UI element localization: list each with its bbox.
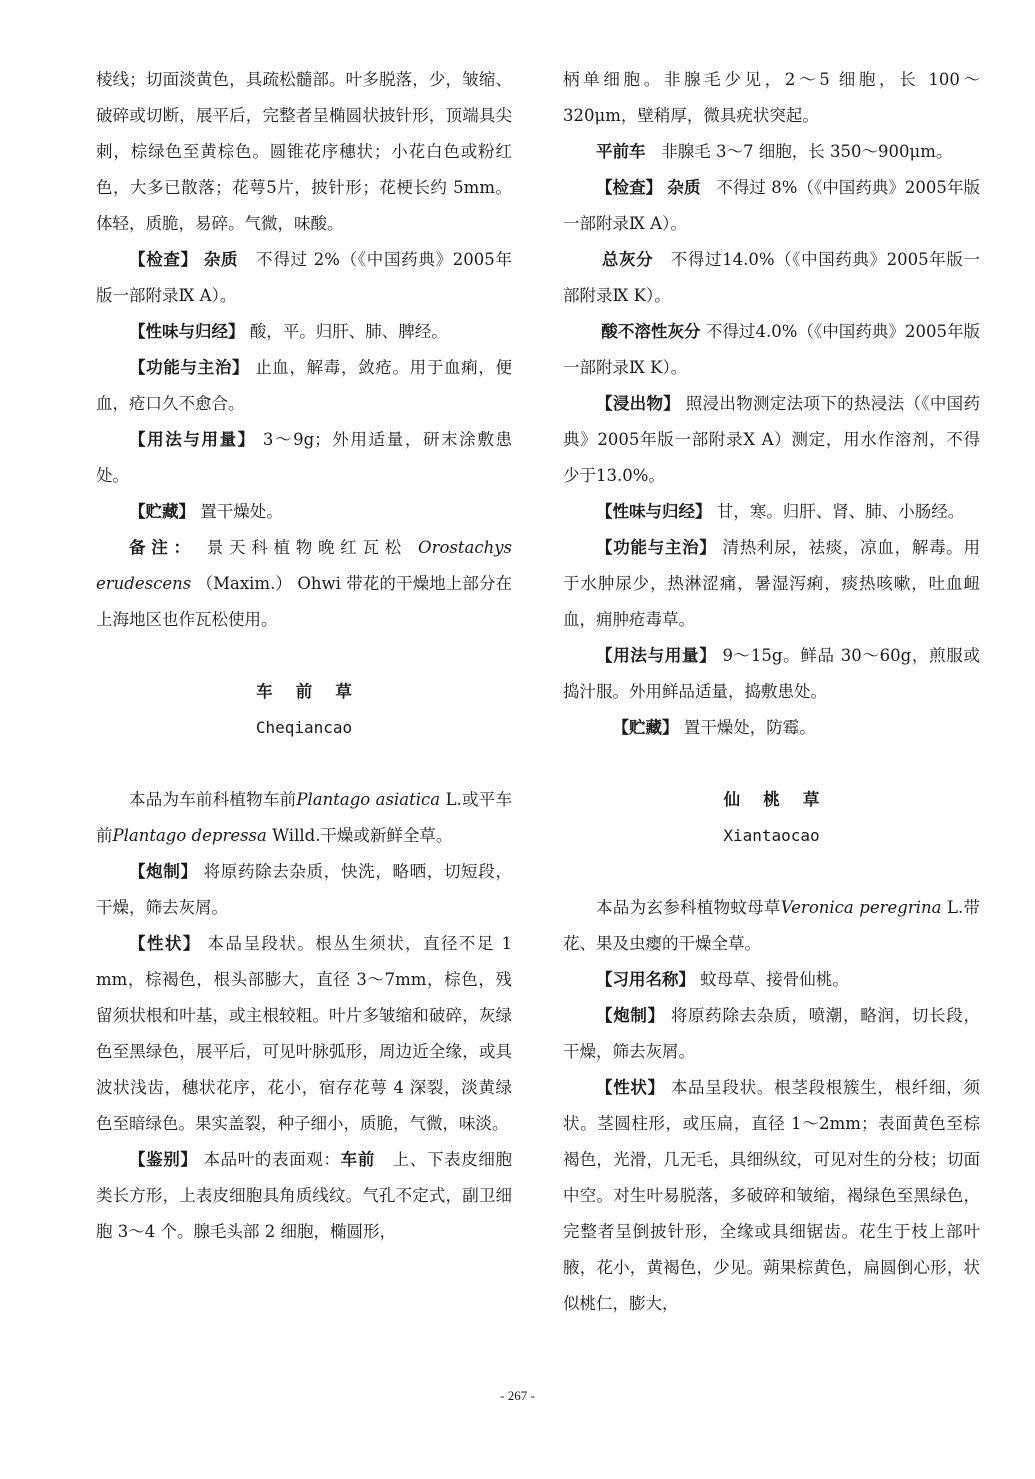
extract-label: 【浸出物】 <box>596 394 681 413</box>
wasong-property-paragraph <box>96 314 512 350</box>
usage-text: 9～15g。鲜品 30～60g，煎服或捣汁服。外用鲜品适量，捣敷患处。 <box>563 646 981 701</box>
total-ash-text: 不得过14.0%（《中国药典》2005年版一部附录Ⅸ K）。 <box>563 250 980 305</box>
cheqiancao-processing-paragraph <box>96 854 512 926</box>
check-label: 【检查】 <box>596 178 663 197</box>
identification-label: 【鉴别】 <box>129 1150 198 1169</box>
wasong-usage-paragraph <box>96 422 512 494</box>
storage-text: 置干燥处。 <box>200 502 283 521</box>
cheqiancao-identification-paragraph <box>96 1142 512 1250</box>
total-ash-label: 总灰分 <box>601 250 654 269</box>
character-text: 本品呈段状。根丛生须状，直径不足 1 mm，棕褐色，根头部膨大，直径 3～7mm，棕色，残留须状根和叶基，或主根较粗。叶片多皱缩和破碎，灰绿色至黑绿色，展平后，可见叶脉弧形，周边近全缘，或具波状浅齿，穗状花序，花小，宿存花萼 4 深裂，淡黄绿色至暗绿色。果实盖裂，种子细小，质脆，气微，味淡。 <box>96 934 513 1133</box>
pingcheqian-label: 平前车 <box>596 142 646 161</box>
cheqiancao-usage-paragraph <box>563 638 980 710</box>
acid-insoluble-ash-text: 不得过4.0%（《中国药典》2005年版一部附录Ⅸ K）。 <box>563 322 981 377</box>
xiantaocao-character-paragraph <box>563 1070 980 1322</box>
impurity-text: 不得过 8%（《中国药典》2005年版一部附录Ⅸ A）。 <box>563 178 980 233</box>
latin-name-1: Plantago asiatica <box>296 790 441 809</box>
property-text: 甘，寒。归肝、肾、肺、小肠经。 <box>716 502 965 521</box>
wasong-check-paragraph <box>96 242 512 314</box>
cheqiancao-function-paragraph <box>563 530 980 638</box>
function-label: 【功能与主治】 <box>596 538 717 557</box>
storage-text: 置干燥处，防霉。 <box>683 718 816 737</box>
right-column <box>563 62 980 1322</box>
processing-label: 【炮制】 <box>596 1006 665 1025</box>
cheqiancao-title: 车前草 <box>256 682 375 701</box>
wasong-function-paragraph <box>96 350 512 422</box>
intro-text-1: 本品为车前科植物车前 <box>129 790 297 809</box>
usage-label: 【用法与用量】 <box>596 646 717 665</box>
acid-insoluble-ash-label: 酸不溶性灰分 <box>601 322 701 341</box>
processing-text: 将原药除去杂质，快洗，略晒，切短段，干燥，筛去灰屑。 <box>96 862 513 917</box>
identification-text: 上、下表皮细胞类长方形，上表皮细胞具角质线纹。气孔不定式，副卫细胞 3～4 个。腺毛头部 2 细胞，椭圆形， <box>96 1150 513 1241</box>
xiantaocao-common-name-paragraph <box>563 962 980 998</box>
character-text: 本品呈段状。根茎段根簇生，根纤细，须状。茎圆柱形，或压扁，直径 1～2mm；表面黄色至棕褐色，光滑，几无毛，具细纵纹，可见对生的分枝；切面中空。对生叶易脱落，多破碎和皱缩，褐绿色至黑绿色，完整者呈倒披针形，全缘或具细锯齿。花生于枝上部叶腋，花小，黄褐色，少见。蒴果棕黄色，扁圆倒心形，状似桃仁，膨大， <box>563 1078 981 1313</box>
identification-pre: 本品叶的表面观： <box>203 1150 341 1169</box>
intro-text-1: 本品为玄参科植物蚊母草 <box>596 898 781 917</box>
extract-text: 照浸出物测定法项下的热浸法（《中国药典》2005年版一部附录Ⅹ A）测定，用水作溶剂，不得少于13.0%。 <box>563 394 981 485</box>
property-label: 【性味与归经】 <box>129 322 245 341</box>
wasong-remark-paragraph <box>96 530 512 638</box>
impurity-label: 杂质 <box>203 250 239 269</box>
xiantaocao-intro <box>563 890 980 962</box>
cheqian-label: 车前 <box>340 1150 375 1169</box>
xiantaocao-pinyin: Xiantaocao <box>723 826 820 845</box>
xiantaocao-pinyin-line <box>563 818 980 854</box>
storage-label: 【贮藏】 <box>612 718 679 737</box>
usage-text: 3～9g；外用适量，研末涂敷患处。 <box>96 430 513 485</box>
check-label: 【检查】 <box>129 250 198 269</box>
cheqiancao-pinyin-line <box>96 710 512 746</box>
pingcheqian-text: 非腺毛 3～7 细胞，长 350～900μm。 <box>661 142 953 161</box>
pingcheqian-paragraph <box>563 134 980 170</box>
xiantaocao-processing-paragraph <box>563 998 980 1070</box>
cheqian-continuation: 柄单细胞。非腺毛少见，2～5 细胞，长 100～320μm，壁稍厚，微具疣状突起。 <box>563 70 980 125</box>
xiantaocao-title: 仙桃草 <box>723 790 843 809</box>
storage-label: 【贮藏】 <box>129 502 195 521</box>
remark-latin: Orostachys erudescens <box>96 538 512 593</box>
total-ash-paragraph <box>563 242 980 314</box>
character-label: 【性状】 <box>129 934 201 953</box>
left-column <box>96 62 512 1250</box>
character-label: 【性状】 <box>596 1078 665 1097</box>
wasong-continuation: 棱线；切面淡黄色，具疏松髓部。叶多脱落，少，皱缩、破碎或切断，展平后，完整者呈椭圆状披针形，顶端具尖刺，棕绿色至黄棕色。圆锥花序穗状；小花白色或粉红色，大多已散落；花萼5片，披针形；花梗长约 5mm。体轻，质脆，易碎。气微，味酸。 <box>96 70 512 233</box>
cheqiancao-character-paragraph <box>96 926 512 1142</box>
page-number: - 267 - <box>500 1388 535 1403</box>
function-text: 清热利尿，祛痰，凉血，解毒。用于水肿尿少，热淋涩痛，暑湿泻痢，痰热咳嗽，吐血衄血，痈肿疮毒草。 <box>563 538 981 629</box>
intro-text-2: L.带花、果及虫瘿的干燥全草。 <box>563 898 980 953</box>
impurity-label: 杂质 <box>667 178 701 197</box>
xiantaocao-title-block <box>563 782 980 818</box>
property-text: 酸，平。归肝、肺、脾经。 <box>249 322 448 341</box>
function-label: 【功能与主治】 <box>129 358 250 377</box>
cheqiancao-check-paragraph <box>563 170 980 242</box>
cheqiancao-title-block <box>96 674 512 710</box>
cheqiancao-pinyin: Cheqiancao <box>255 718 353 737</box>
remark-pre: 景天科植物晚红瓦松 <box>206 538 408 557</box>
latin-name-1: Veronica peregrina <box>780 898 942 917</box>
usage-label: 【用法与用量】 <box>129 430 256 449</box>
common-name-label: 【习用名称】 <box>596 970 695 989</box>
remark-post: （Maxim.） Ohwi 带花的干燥地上部分在上海地区也作瓦松使用。 <box>96 574 513 629</box>
remark-label: 备注： <box>129 538 196 557</box>
intro-text-2: L.或平车前 <box>96 790 512 845</box>
processing-label: 【炮制】 <box>129 862 198 881</box>
impurity-text: 不得过 2%（《中国药典》2005年版一部附录Ⅸ A）。 <box>96 250 513 305</box>
cheqiancao-property-paragraph <box>563 494 980 530</box>
function-text: 止血，解毒，敛疮。用于血痢，便血，疮口久不愈合。 <box>96 358 513 413</box>
latin-name-2: Plantago depressa <box>112 826 267 845</box>
cheqiancao-intro <box>96 782 512 854</box>
wasong-storage-paragraph <box>96 494 512 530</box>
common-name-text: 蚊母草、接骨仙桃。 <box>700 970 849 989</box>
extract-paragraph <box>563 386 980 494</box>
acid-insoluble-ash-paragraph <box>563 314 980 386</box>
processing-text: 将原药除去杂质，喷潮，略润，切长段，干燥，筛去灰屑。 <box>563 1006 981 1061</box>
intro-text-3: Willd.干燥或新鲜全草。 <box>272 826 453 845</box>
cheqiancao-storage-paragraph <box>563 710 980 746</box>
property-label: 【性味与归经】 <box>596 502 712 521</box>
